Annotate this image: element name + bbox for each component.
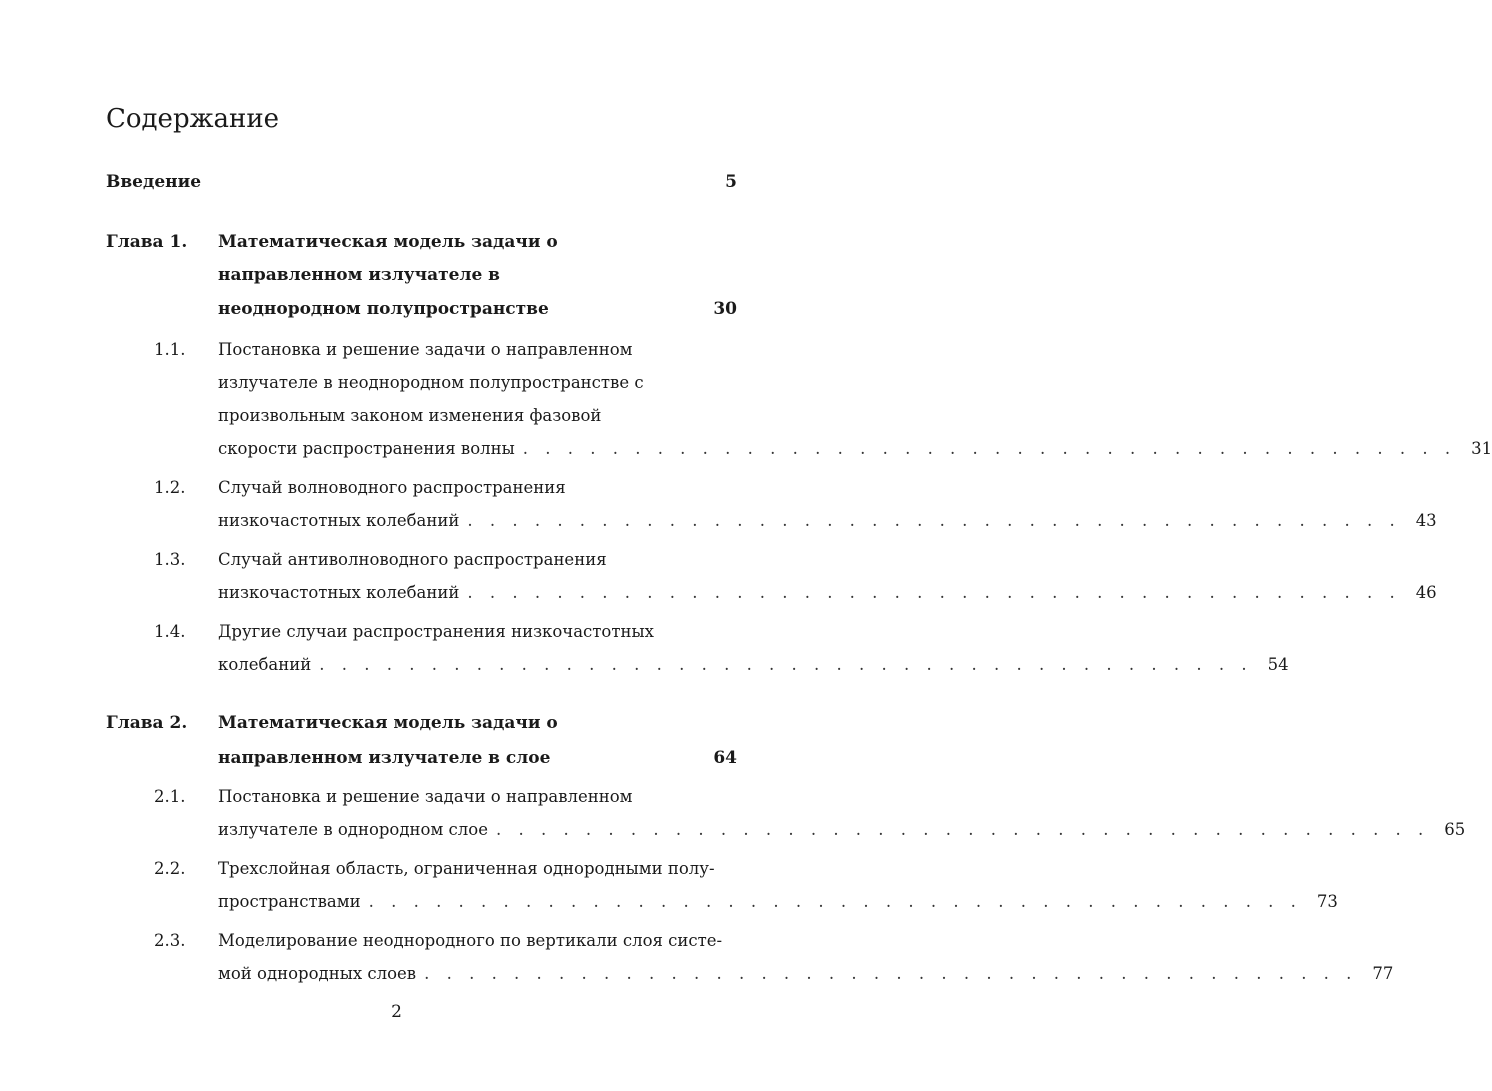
leader-dots: . . . . . . . . . . . . . . . . . . . . . . . . . . . . . . . . . . . . . . . . . . (522, 439, 1457, 458)
section-title-line: излучателе в однородном слое (218, 820, 488, 839)
section-page-number: 54 (1267, 655, 1289, 674)
section-page-number: 46 (1415, 583, 1437, 602)
chapter-page-number: 64 (713, 748, 737, 768)
chapter-page-number: 30 (713, 299, 737, 319)
section-title-line: низкочастотных колебаний (218, 583, 460, 602)
section-last-line (218, 655, 1289, 674)
section-title-line: скорости распространения волны (218, 439, 515, 458)
section-title-line: Постановка и решение задачи о направленном (218, 340, 633, 359)
leader-dots: . . . . . . . . . . . . . . . . . . . . . . . . . . . . . . . . . . . . . . . . . . (467, 583, 1401, 602)
chapter-title-line: неоднородном полупространстве (218, 299, 549, 319)
section-last-line (218, 511, 1437, 530)
section-number: 1.4. (154, 622, 186, 641)
section-number: 1.3. (154, 550, 186, 569)
section-last-line (218, 439, 1492, 458)
leader-dots: . . . . . . . . . . . . . . . . . . . . . . . . . . . . . . . . . . . . . . . . . . (319, 655, 1253, 674)
leader-dots: . . . . . . . . . . . . . . . . . . . . . . . . . . . . . . . . . . . . . . . . . . (495, 820, 1430, 839)
section-number: 2.1. (154, 787, 186, 806)
section-title-line: Случай антиволноводного распространения (218, 550, 607, 569)
chapter-title-line: направленном излучателе в слое (218, 748, 551, 768)
chapter-title-line: Математическая модель задачи о (218, 232, 558, 252)
section-number: 1.2. (154, 478, 186, 497)
section-title-line: низкочастотных колебаний (218, 511, 460, 530)
section-title-line: пространствами (218, 892, 361, 911)
chapter-title-line: направленном излучателе в (218, 265, 500, 285)
section-last-line (218, 892, 1338, 911)
section-page-number: 73 (1316, 892, 1338, 911)
leader-dots: . . . . . . . . . . . . . . . . . . . . . . . . . . . . . . . . . . . . . . . . . . (368, 892, 1302, 911)
leader-dots: . . . . . . . . . . . . . . . . . . . . . . . . . . . . . . . . . . . . . . . . . . (467, 511, 1401, 530)
section-page-number: 31 (1471, 439, 1492, 458)
section-number: 2.3. (154, 931, 186, 950)
section-title-line: Моделирование неоднородного по вертикали слоя систе- (218, 931, 723, 950)
section-title-line: произвольным законом изменения фазовой (218, 406, 602, 425)
section-number: 2.2. (154, 859, 186, 878)
section-title-line: Случай волноводного распространения (218, 478, 566, 497)
entry-page-number: 5 (725, 172, 737, 192)
section-last-line (218, 964, 1394, 983)
section-last-line (218, 583, 1437, 602)
chapter-label: Глава 1. (106, 232, 188, 252)
section-title-line: Постановка и решение задачи о направленном (218, 787, 633, 806)
section-title-line: излучателе в неоднородном полупространстве с (218, 373, 644, 392)
toc-entry-introduction[interactable] (106, 172, 737, 198)
page-title: Содержание (106, 104, 280, 134)
section-title-line: колебаний (218, 655, 312, 674)
section-last-line (218, 820, 1466, 839)
chapter-title-line: Математическая модель задачи о (218, 713, 558, 733)
section-page-number: 65 (1444, 820, 1466, 839)
section-page-number: 77 (1372, 964, 1394, 983)
section-number: 1.1. (154, 340, 186, 359)
section-title-line: Трехслойная область, ограниченная однородными полу- (218, 859, 715, 878)
section-page-number: 43 (1415, 511, 1437, 530)
page-number: 2 (391, 1002, 402, 1022)
leader-dots: . . . . . . . . . . . . . . . . . . . . . . . . . . . . . . . . . . . . . . . . . . (424, 964, 1358, 983)
entry-label: Введение (106, 172, 202, 192)
chapter-label: Глава 2. (106, 713, 188, 733)
section-title-line: Другие случаи распространения низкочастотных (218, 622, 654, 641)
section-title-line: мой однородных слоев (218, 964, 417, 983)
